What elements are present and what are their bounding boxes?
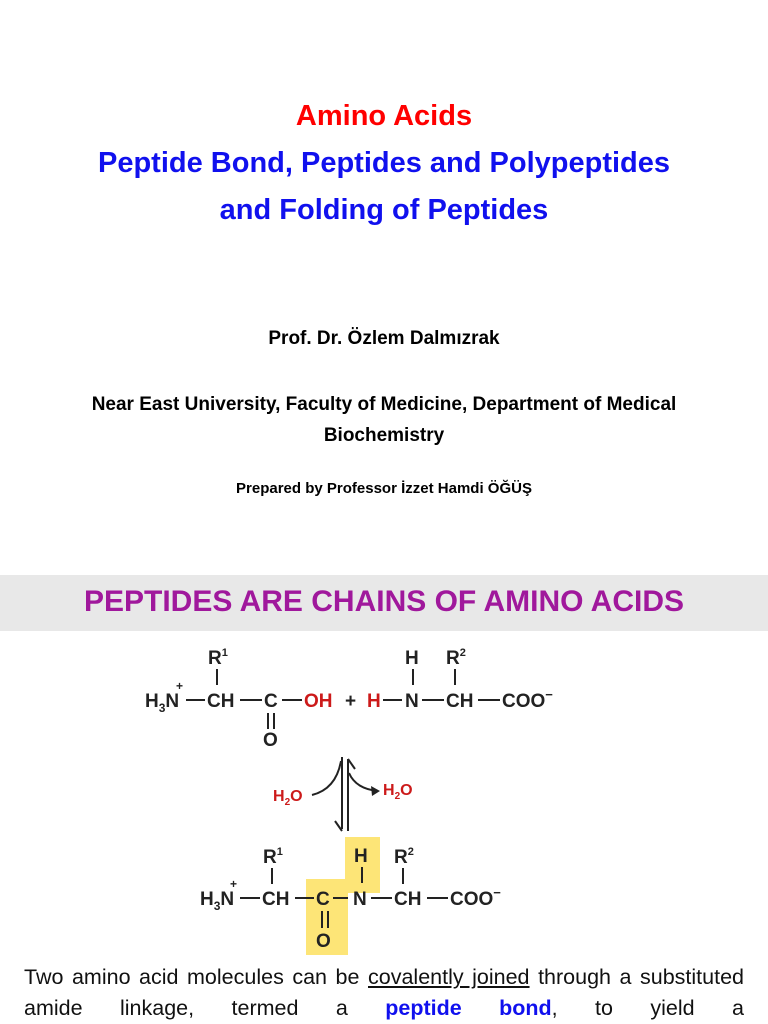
o-label: O <box>263 730 278 751</box>
oh-label: OH <box>304 691 333 712</box>
covalently-joined-link[interactable]: covalently joined <box>368 965 530 989</box>
prepared-by: Prepared by Professor İzzet Hamdi ÖĞÜŞ <box>236 480 532 497</box>
title-line-1: Amino Acids <box>295 100 473 132</box>
author-name: Prof. Dr. Özlem Dalmızrak <box>268 328 500 349</box>
title-line-2: Peptide Bond, Peptides and Polypeptides <box>97 147 671 179</box>
coo-label: COO− <box>502 687 553 712</box>
product-n-plus: + <box>230 877 238 891</box>
explanation-paragraph <box>24 962 744 1024</box>
water-right: $H_2O$ <box>383 782 413 802</box>
h-red-label: H <box>367 691 381 712</box>
reactant-right <box>367 647 553 712</box>
product-c-label: C <box>316 889 330 910</box>
ch-label-2: CH <box>446 691 474 712</box>
ch-label: CH <box>207 691 235 712</box>
n-plus: + <box>176 679 184 693</box>
product-ch-label-2: CH <box>394 889 422 910</box>
product-h3n-label: $H_3N$ <box>200 889 235 913</box>
product-dipeptide <box>200 837 501 955</box>
title-line-3: and Folding of Peptides <box>219 194 549 226</box>
affiliation: Near East University, Faculty of Medicine, Department of Medical Biochemistry <box>91 394 677 446</box>
equilibrium-arrows <box>273 757 413 831</box>
r2-label: $R^2$ <box>446 647 466 669</box>
slide-heading: PEPTIDES ARE CHAINS OF AMINO ACIDS <box>83 585 685 618</box>
product-r2-label: $R^2$ <box>394 846 414 868</box>
n-label: N <box>405 691 419 712</box>
para-part-3: , to yield a <box>551 996 745 1020</box>
product-r1-label: $R^1$ <box>263 846 283 868</box>
product-coo-label: COO− <box>450 885 501 910</box>
h3n-label: $H_3N$ <box>145 691 180 715</box>
h-label: H <box>405 648 419 669</box>
product-ch-label: CH <box>262 889 290 910</box>
para-part-2: through a substituted amide linkage, termed a <box>24 965 744 1020</box>
c-label: C <box>264 691 278 712</box>
reactant-left <box>145 647 333 751</box>
peptide-bond-term: peptide bond <box>385 996 552 1020</box>
product-n-label: N <box>353 889 367 910</box>
r1-label: $R^1$ <box>208 647 228 669</box>
para-part-1: Two amino acid molecules can be <box>24 965 360 989</box>
peptide-bond-reaction-diagram <box>0 631 768 961</box>
water-left: $H_2O$ <box>273 788 303 808</box>
product-o-label: O <box>316 931 331 952</box>
plus-sign: + <box>345 691 357 712</box>
product-h-label: H <box>354 846 368 867</box>
